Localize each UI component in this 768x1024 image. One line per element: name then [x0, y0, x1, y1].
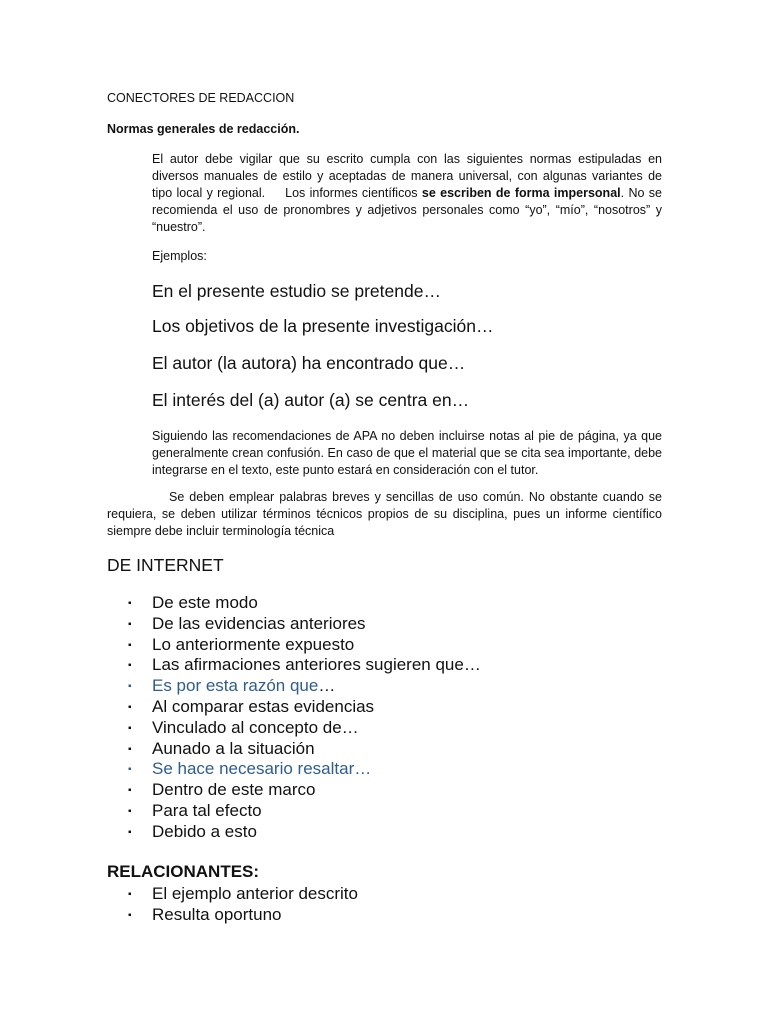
list-item-text: Aunado a la situación	[152, 738, 315, 758]
list-item	[128, 635, 481, 656]
list-item-text: Las afirmaciones anteriores sugieren que…	[152, 655, 481, 675]
bullet-marker-icon: ▪	[128, 889, 132, 900]
list-item-text: Es por esta razón que	[152, 676, 319, 696]
intro-bold-text: se escriben de forma impersonal	[421, 186, 621, 200]
bullet-marker-icon: ▪	[128, 805, 132, 817]
list-item	[128, 655, 481, 676]
list-item-tail: …	[318, 676, 336, 696]
bullet-marker-icon: ▪	[128, 764, 132, 776]
list-item-text: Vinculado al concepto de…	[152, 717, 359, 737]
intro-paragraph	[152, 151, 662, 236]
list-item-text: Para tal efecto	[152, 800, 262, 820]
list-item	[128, 614, 481, 635]
example-line: El interés del (a) autor (a) se centra en…	[152, 390, 470, 410]
list-item	[128, 676, 481, 697]
example-line: En el presente estudio se pretende…	[152, 281, 441, 301]
list-item	[128, 759, 481, 780]
list-item	[128, 697, 481, 718]
relacionantes-list	[128, 884, 358, 926]
example-line: El autor (la autora) ha encontrado que…	[152, 353, 466, 373]
list-item	[128, 801, 481, 822]
list-item-text: El ejemplo anterior descrito	[152, 884, 358, 903]
internet-heading: DE INTERNET	[107, 555, 224, 575]
examples-label: Ejemplos:	[152, 249, 207, 263]
list-item-text: De este modo	[152, 593, 258, 612]
list-item-text: Dentro de este marco	[152, 780, 316, 800]
list-item	[128, 593, 481, 614]
list-item	[128, 780, 481, 801]
list-item-text: Al comparar estas evidencias	[152, 696, 375, 716]
bullet-marker-icon: ▪	[128, 722, 132, 734]
bullet-marker-icon: ▪	[128, 618, 132, 630]
bullet-marker-icon: ▪	[128, 660, 132, 672]
final-paragraph-text: Se deben emplear palabras breves y sencillas de uso común. No obstante cuando se requiera, se deben utilizar términos técnicos propios de su disciplina, pues un informe científico siempre debe incluir terminología técnica	[107, 490, 662, 538]
list-item	[128, 822, 481, 843]
bullet-marker-icon: ▪	[128, 701, 132, 713]
intro-text-part1: El autor debe vigilar que su escrito cumpla con las siguientes normas estipuladas en diversos manuales de estilo y aceptadas de manera universal, con algunas variantes de tipo local y regional.	[152, 152, 662, 200]
list-item-text: Resulta oportuno	[152, 904, 282, 924]
list-item-text: Se hace necesario resaltar…	[152, 759, 372, 779]
list-item	[128, 718, 481, 739]
intro-text-part3: . No se recomienda el uso de pronombres y adjetivos personales como “yo”, “mío”, “nosotros” y “nuestro”.	[152, 186, 662, 234]
list-item-text: De las evidencias anteriores	[152, 613, 366, 633]
bullet-marker-icon: ▪	[128, 598, 132, 609]
bullet-marker-icon: ▪	[128, 743, 132, 755]
relacionantes-heading: RELACIONANTES:	[107, 862, 260, 881]
bullet-marker-icon: ▪	[128, 639, 132, 651]
list-item-text: Lo anteriormente expuesto	[152, 634, 355, 654]
internet-connectors-list	[128, 593, 481, 843]
apa-paragraph: Siguiendo las recomendaciones de APA no deben incluirse notas al pie de página, ya que generalmente crean confusión. En caso de que el material que se cita sea importante, debe integrarse en el texto, este punto estará en consideración con el tutor.	[152, 429, 662, 477]
bullet-marker-icon: ▪	[128, 785, 132, 797]
list-item	[128, 739, 481, 760]
bullet-marker-icon: ▪	[128, 826, 132, 838]
bullet-marker-icon: ▪	[128, 681, 132, 693]
example-line: Los objetivos de la presente investigación…	[152, 316, 494, 336]
intro-text-part2: Los informes científicos	[285, 186, 422, 200]
section-heading: Normas generales de redacción.	[107, 122, 300, 136]
list-item	[128, 884, 358, 905]
bullet-marker-icon: ▪	[128, 909, 132, 921]
final-paragraph	[107, 489, 662, 540]
list-item-text: Debido a esto	[152, 821, 257, 841]
list-item	[128, 905, 358, 926]
document-title: CONECTORES DE REDACCION	[107, 91, 295, 105]
